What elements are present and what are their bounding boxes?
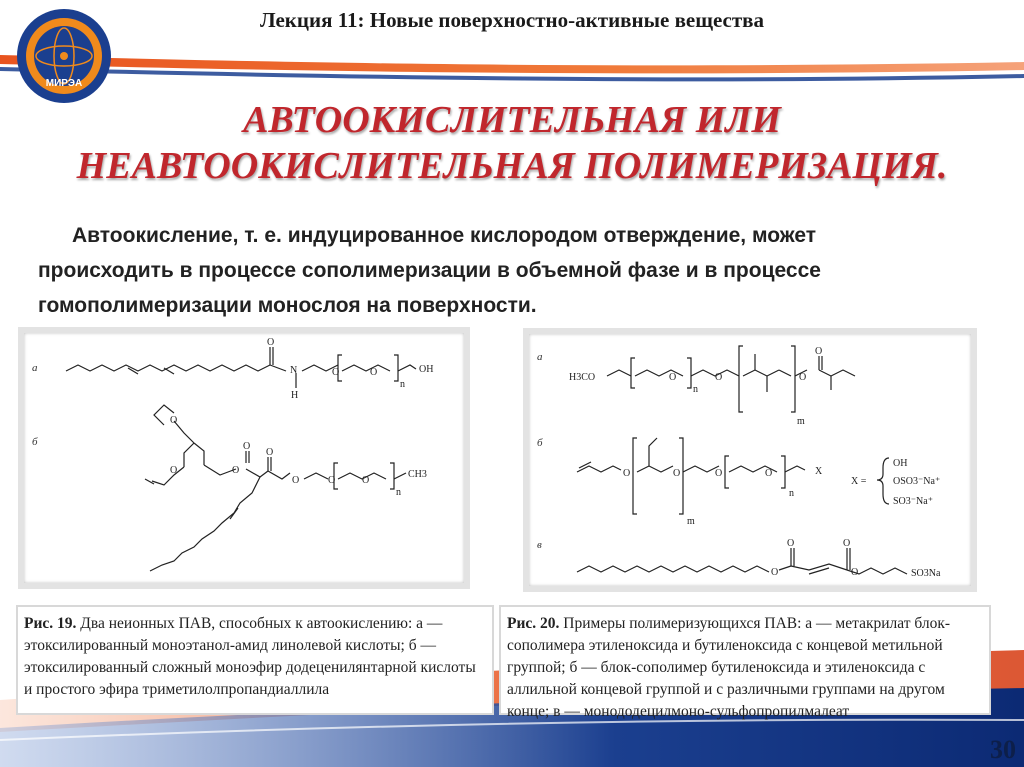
lecture-title: Лекция 11: Новые поверхностно-активные вещества [259, 8, 765, 32]
svg-text:O: O [765, 468, 773, 479]
svg-text:X: X [815, 466, 823, 477]
svg-text:O: O [843, 538, 851, 549]
figure-20-structures [523, 328, 977, 592]
figure-19-structures [18, 327, 470, 589]
figure-20-caption [499, 605, 991, 720]
svg-text:CH3: CH3 [408, 469, 427, 480]
caption-text: Два неионных ПАВ, способных к автоокислению: а — этоксилированный моноэтанол-амид линолевой кислоты; б — этоксилированный сложный моноэфир додеценилянтарной кислоты и простого эфира триметилолпропандиаллила [24, 615, 476, 698]
chemical-structures-19 [24, 333, 464, 583]
svg-text:а: а [32, 362, 38, 374]
caption-text: Примеры полимеризующихся ПАВ: а — метакрилат блок-сополимера этиленоксида и бутиленоксида с концевой метильной группой; б — блок-сополимер бутиленоксида и этиленоксида с аллильной концевой группой и с различными группами на другом конце; в — монододецилмоно-сульфопропилмалеат [507, 615, 951, 720]
svg-text:O: O [715, 468, 723, 479]
svg-text:O: O [787, 538, 795, 549]
svg-text:n: n [789, 488, 794, 499]
body-line: гомополимеризации монослоя на поверхности. [38, 294, 537, 317]
svg-text:H: H [291, 390, 299, 401]
svg-text:OSO3⁻Na⁺: OSO3⁻Na⁺ [893, 476, 941, 487]
figure-19-caption [16, 605, 494, 715]
svg-text:в: в [537, 539, 542, 551]
svg-text:O: O [292, 475, 300, 486]
svg-text:SO3⁻Na⁺: SO3⁻Na⁺ [893, 496, 933, 507]
page-number: 30 [990, 735, 1016, 764]
svg-text:O: O [815, 346, 823, 357]
svg-text:O: O [266, 447, 274, 458]
svg-text:OH: OH [419, 364, 434, 375]
svg-text:n: n [400, 379, 405, 390]
svg-text:O: O [243, 441, 251, 452]
svg-text:O: O [370, 367, 378, 378]
svg-text:n: n [396, 487, 401, 498]
svg-text:H3CO: H3CO [569, 372, 596, 383]
svg-text:m: m [797, 416, 805, 427]
svg-text:O: O [673, 468, 681, 479]
svg-text:O: O [715, 372, 723, 383]
svg-text:O: O [623, 468, 631, 479]
svg-text:O: O [232, 465, 240, 476]
svg-text:O: O [669, 372, 677, 383]
svg-text:МИРЭА: МИРЭА [45, 78, 83, 89]
svg-text:O: O [799, 372, 807, 383]
svg-text:O: O [170, 465, 178, 476]
svg-text:O: O [771, 567, 779, 578]
svg-text:N: N [290, 365, 298, 376]
caption-label: Рис. 19. [24, 615, 77, 632]
svg-text:O: O [851, 567, 859, 578]
svg-text:б: б [537, 437, 543, 449]
svg-text:O: O [170, 415, 178, 426]
caption-label: Рис. 20. [507, 615, 560, 632]
svg-text:O: O [328, 475, 336, 486]
svg-text:O: O [267, 337, 275, 348]
svg-text:X =: X = [851, 476, 867, 487]
svg-text:O: O [362, 475, 370, 486]
svg-text:m: m [687, 516, 695, 527]
svg-text:OH: OH [893, 458, 908, 469]
svg-text:O: O [332, 367, 340, 378]
body-line: Автоокисление, т. е. индуцированное кислородом отверждение, может [72, 224, 817, 247]
chemical-structures-20 [529, 334, 971, 586]
svg-text:а: а [537, 351, 543, 363]
slide-title-line1: АВТООКИСЛИТЕЛЬНАЯ ИЛИ [243, 99, 781, 141]
body-paragraph [38, 218, 998, 323]
slide-title-line2: НЕАВТООКИСЛИТЕЛЬНАЯ ПОЛИМЕРИЗАЦИЯ. [76, 145, 948, 187]
svg-text:SO3Na: SO3Na [911, 568, 941, 579]
svg-text:n: n [693, 384, 698, 395]
svg-text:б: б [32, 436, 38, 448]
body-line: происходить в процессе сополимеризации в объемной фазе и в процессе [38, 259, 821, 282]
